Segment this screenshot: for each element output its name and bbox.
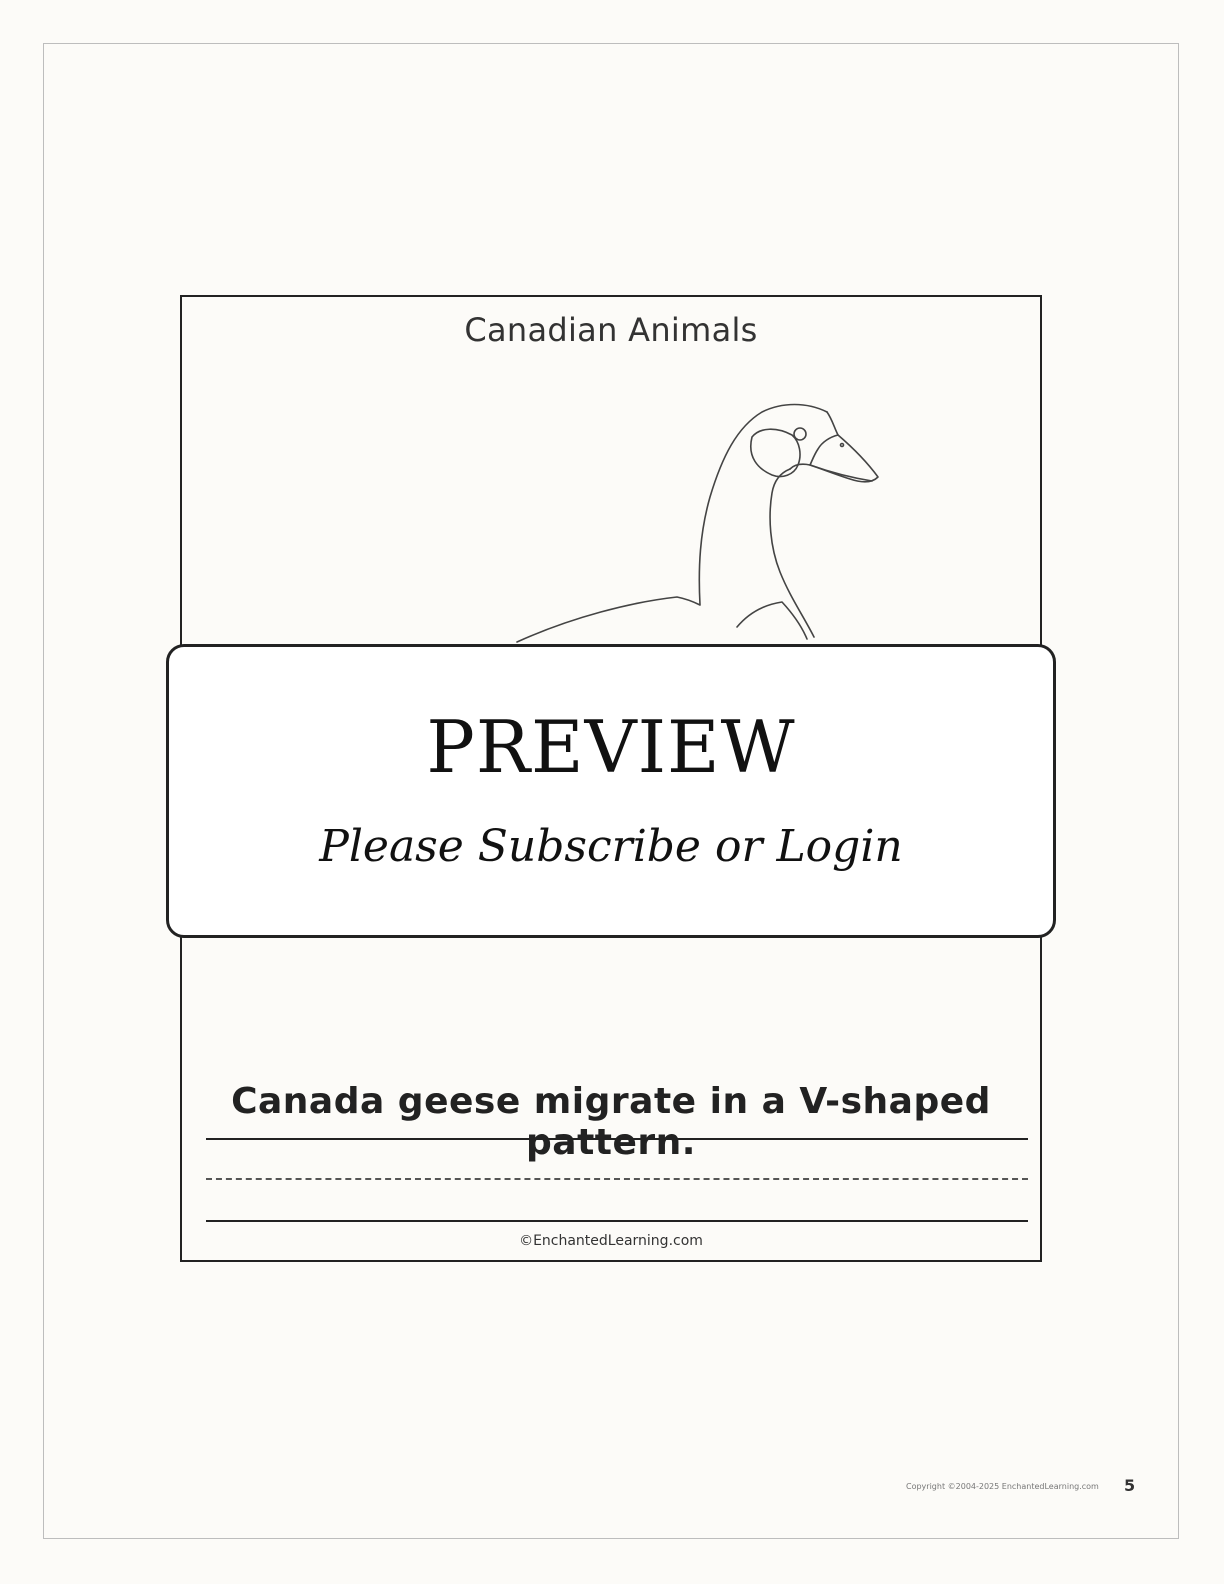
writing-line-baseline <box>206 1220 1028 1222</box>
worksheet-copyright: ©EnchantedLearning.com <box>519 1233 703 1249</box>
book-title: Canadian Animals <box>464 311 758 349</box>
writing-prompt-sentence: Canada geese migrate in a V-shaped pattern. <box>231 1081 991 1163</box>
canada-goose-outline-icon <box>182 297 1042 677</box>
page-number: 5 <box>1124 1476 1136 1495</box>
preview-title: PREVIEW <box>426 705 796 789</box>
writing-line-top <box>206 1138 1028 1140</box>
subscribe-login-prompt[interactable]: Please Subscribe or Login <box>319 821 903 872</box>
writing-line-midline <box>206 1178 1028 1180</box>
preview-overlay[interactable] <box>166 644 1056 938</box>
footer-copyright: Copyright ©2004-2025 EnchantedLearning.com <box>906 1482 1099 1491</box>
